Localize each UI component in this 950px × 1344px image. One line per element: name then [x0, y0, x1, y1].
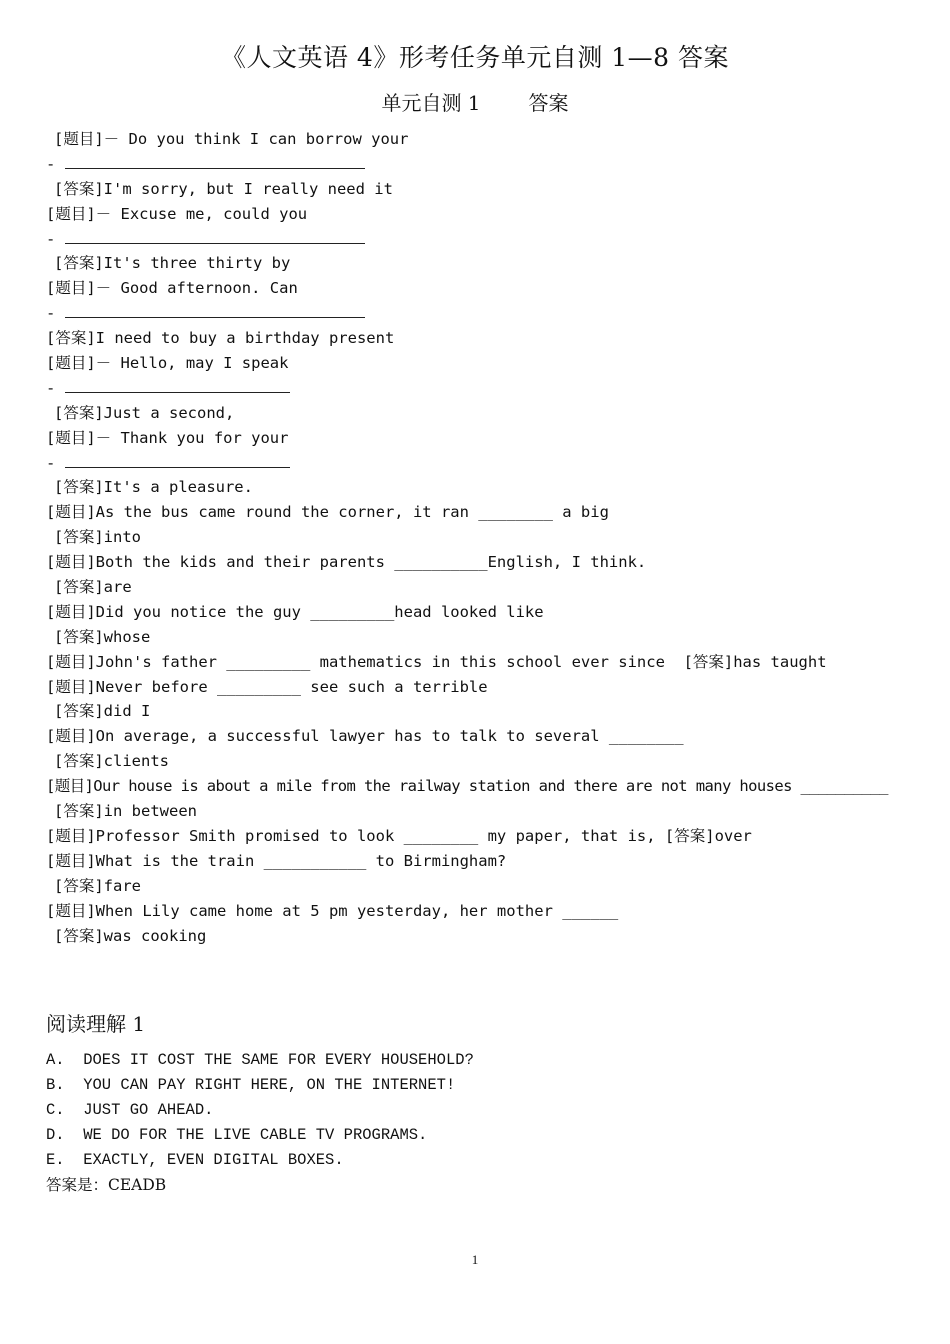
document-title: 《人文英语 4》形考任务单元自测 1—8 答案	[220, 43, 730, 72]
answer-line	[46, 525, 916, 550]
question-line	[46, 650, 916, 675]
reading-section-title: 阅读理解 1	[46, 1012, 146, 1036]
reading-option-e: E. EXACTLY, EVEN DIGITAL BOXES.	[46, 1151, 344, 1169]
page-number: 1	[471, 1252, 479, 1267]
answer-line	[46, 326, 916, 351]
line-text: [答案]clients	[54, 752, 169, 771]
line-text: [题目]When Lily came home at 5 pm yesterday, her mother ______	[46, 901, 619, 920]
answer-line	[46, 799, 916, 824]
question-line	[46, 724, 916, 749]
reading-option-a: A. DOES IT COST THE SAME FOR EVERY HOUSEHOLD?	[46, 1051, 474, 1069]
line-text: [题目]Never before _________ see such a terrible	[46, 677, 488, 696]
question-line	[46, 774, 916, 799]
line-text: [题目]As the bus came round the corner, it ran ________ a big	[46, 503, 609, 522]
question-line	[46, 426, 916, 451]
fill-in-blank	[65, 229, 365, 244]
line-text: [题目]On average, a successful lawyer has to talk to several ________	[46, 727, 684, 746]
line-text: [题目]－ Do you think I can borrow your	[54, 130, 409, 148]
line-text: [题目]What is the train ___________ to Birmingham?	[46, 851, 507, 870]
line-text: [答案]was cooking	[54, 926, 207, 945]
section-subtitle	[0, 87, 950, 116]
answer-blank-line	[46, 451, 916, 476]
answer-line	[46, 699, 916, 724]
answer-line	[46, 401, 916, 426]
question-line	[46, 276, 916, 301]
fill-in-blank	[65, 453, 290, 468]
line-text: [题目]－ Excuse me, could you	[46, 204, 308, 223]
line-text: -	[46, 229, 65, 248]
line-text: [题目]Did you notice the guy _________head looked like	[46, 602, 544, 621]
subtitle-answer: 答案	[528, 91, 569, 115]
answer-blank-line	[46, 227, 916, 252]
answer-line	[46, 924, 916, 949]
fill-in-blank	[65, 378, 290, 393]
reading-answer: 答案是：CEADB	[46, 1176, 167, 1194]
answer-line	[46, 177, 916, 202]
line-text: [题目]－ Thank you for your	[46, 428, 289, 447]
answer-blank-line	[46, 301, 916, 326]
question-line	[46, 824, 916, 849]
question-line	[46, 675, 916, 700]
question-line	[46, 600, 916, 625]
question-line	[46, 351, 916, 376]
line-text: [答案]Just a second,	[54, 403, 235, 422]
question-line	[46, 899, 916, 924]
answer-line	[46, 251, 916, 276]
line-text: [答案]into	[54, 528, 141, 547]
question-line	[46, 202, 916, 227]
subtitle-unit: 单元自测 1	[381, 91, 481, 115]
line-text: [答案]fare	[54, 876, 141, 895]
fill-in-blank	[65, 154, 365, 169]
line-text: [答案]I'm sorry, but I really need it	[54, 179, 393, 198]
line-text: [答案]It's three thirty by	[54, 254, 291, 273]
line-text: [题目]John's father _________ mathematics in this school ever since [答案]has taught	[46, 652, 827, 671]
reading-options-list	[46, 1048, 474, 1198]
line-text: [题目]Professor Smith promised to look ________ my paper, that is, [答案]over	[46, 826, 752, 845]
question-line	[46, 127, 916, 152]
line-text: -	[46, 304, 65, 323]
line-text: [答案]did I	[54, 702, 151, 721]
question-answer-list	[46, 127, 916, 948]
line-text: [题目]－ Hello, may I speak	[46, 354, 289, 373]
line-text: [题目]Our house is about a mile from the railway station and there are not many houses __________	[46, 777, 888, 796]
line-text: [答案]whose	[54, 627, 151, 646]
fill-in-blank	[65, 303, 365, 318]
line-text: [答案]It's a pleasure.	[54, 478, 253, 497]
line-text: [答案]are	[54, 578, 132, 597]
answer-line	[46, 625, 916, 650]
line-text: [题目]－ Good afternoon. Can	[46, 279, 298, 298]
reading-option-d: D. WE DO FOR THE LIVE CABLE TV PROGRAMS.	[46, 1126, 428, 1144]
line-text: -	[46, 378, 65, 397]
answer-line	[46, 749, 916, 774]
line-text: [答案]in between	[54, 802, 197, 821]
line-text: [答案]I need to buy a birthday present	[46, 329, 395, 348]
answer-line	[46, 475, 916, 500]
answer-blank-line	[46, 376, 916, 401]
line-text: -	[46, 154, 65, 173]
line-text: -	[46, 453, 65, 472]
question-line	[46, 550, 916, 575]
answer-blank-line	[46, 152, 916, 177]
question-line	[46, 500, 916, 525]
line-text: [题目]Both the kids and their parents __________English, I think.	[46, 553, 647, 572]
reading-option-c: C. JUST GO AHEAD.	[46, 1101, 214, 1119]
answer-line	[46, 874, 916, 899]
answer-line	[46, 575, 916, 600]
question-line	[46, 849, 916, 874]
reading-option-b: B. YOU CAN PAY RIGHT HERE, ON THE INTERNET!	[46, 1076, 456, 1094]
